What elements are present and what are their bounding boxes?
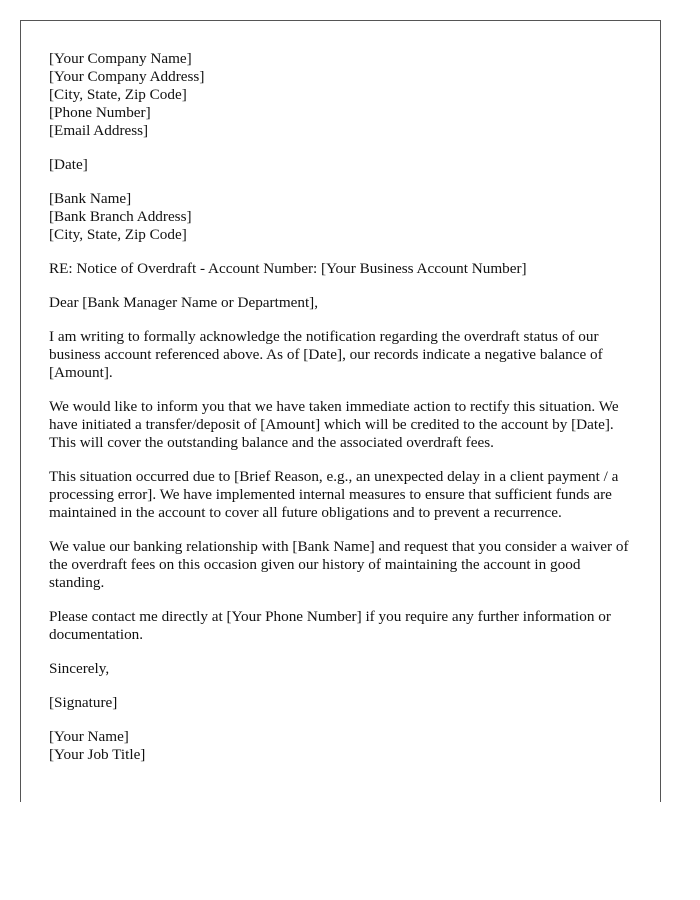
letter-date xyxy=(49,156,639,174)
date-text: [Date] xyxy=(49,156,88,173)
body-paragraph: This situation occurred due to [Brief Reason, e.g., an unexpected delay in a client payment / a processing error]. We have implemented internal measures to ensure that sufficient funds are maintained in the account to cover all future obligations and to prevent a recurrence. xyxy=(49,468,619,521)
subject-line: RE: Notice of Overdraft - Account Number: [Your Business Account Number] xyxy=(49,260,527,277)
body-paragraph: I am writing to formally acknowledge the notification regarding the overdraft status of our business account referenced above. As of [Date], our records indicate a negative balance of [Amount]. xyxy=(49,328,603,381)
body-paragraph: Please contact me directly at [Your Phone Number] if you require any further information or documentation. xyxy=(49,608,611,643)
body-paragraph: We would like to inform you that we have taken immediate action to rectify this situation. We have initiated a transfer/deposit of [Amount] which will be credited to the account by [Date]. This will cover the outstanding balance and the associated overdraft fees. xyxy=(49,398,619,451)
sender-address-block xyxy=(49,50,639,140)
closing: Sincerely, xyxy=(49,660,110,677)
sender-company-address: [Your Company Address] xyxy=(49,68,205,85)
sender-city-state-zip: [City, State, Zip Code] xyxy=(49,86,187,103)
signer-job-title: [Your Job Title] xyxy=(49,746,146,763)
recipient-branch-address: [Bank Branch Address] xyxy=(49,208,192,225)
recipient-address-block xyxy=(49,190,639,244)
signature: [Signature] xyxy=(49,694,118,711)
letter-body xyxy=(49,50,639,780)
sender-company-name: [Your Company Name] xyxy=(49,50,192,67)
signer-name: [Your Name] xyxy=(49,728,129,745)
salutation: Dear [Bank Manager Name or Department], xyxy=(49,294,319,311)
sender-phone: [Phone Number] xyxy=(49,104,151,121)
letter-page xyxy=(20,20,661,802)
signer-block xyxy=(49,728,639,764)
sender-email: [Email Address] xyxy=(49,122,149,139)
recipient-bank-name: [Bank Name] xyxy=(49,190,132,207)
body-paragraph: We value our banking relationship with [Bank Name] and request that you consider a waiver of the overdraft fees on this occasion given our history of maintaining the account in good standing. xyxy=(49,538,629,591)
recipient-city-state-zip: [City, State, Zip Code] xyxy=(49,226,187,243)
